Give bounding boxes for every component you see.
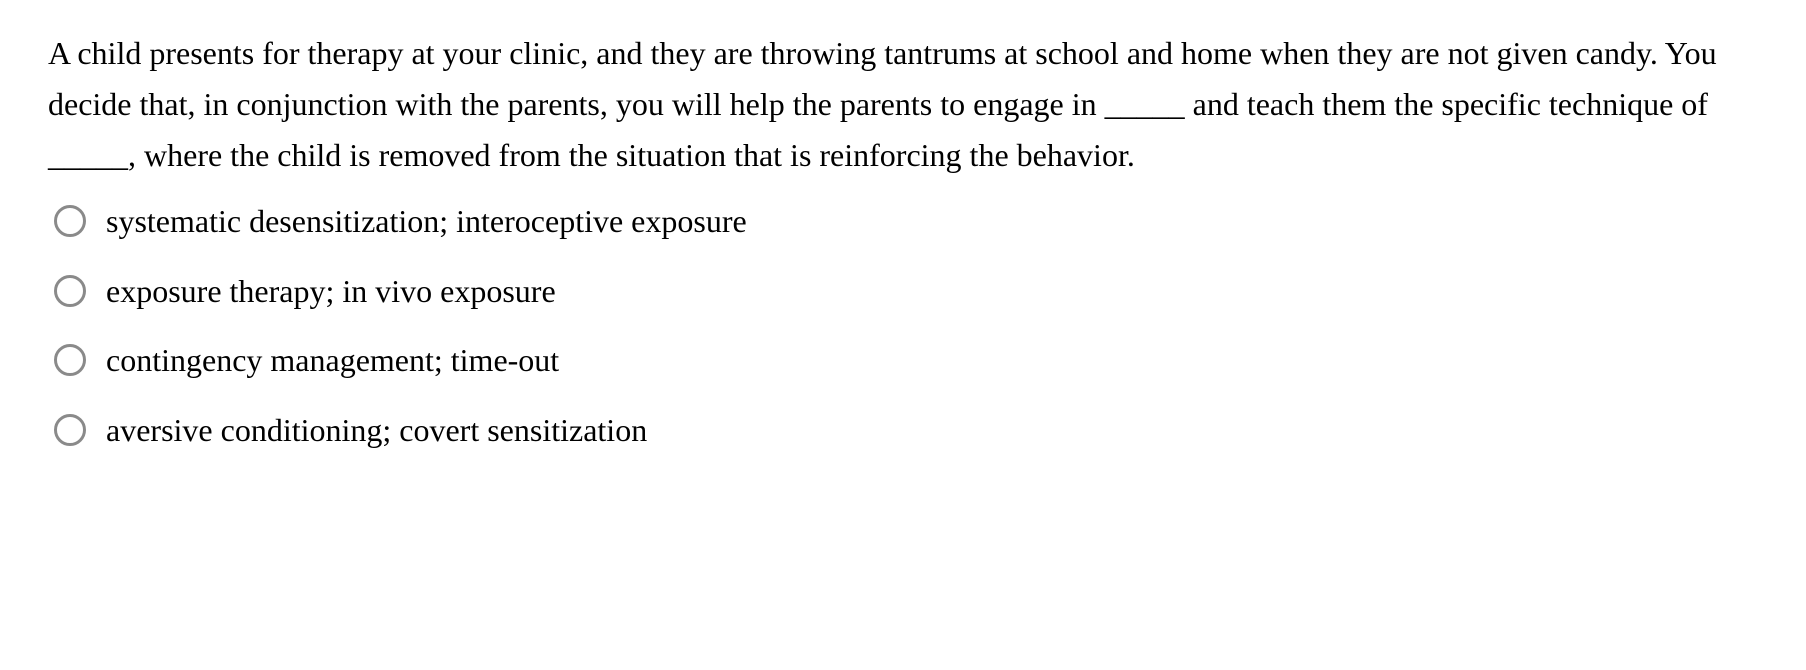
radio-button-unselected[interactable]	[54, 205, 86, 237]
answer-option-label[interactable]: systematic desensitization; interoceptive exposure	[106, 203, 747, 239]
answer-option-3[interactable]	[54, 340, 747, 380]
answer-option-1[interactable]	[54, 201, 747, 241]
radio-button-unselected[interactable]	[54, 414, 86, 446]
answer-option-label[interactable]: exposure therapy; in vivo exposure	[106, 272, 556, 309]
radio-button-unselected[interactable]	[54, 344, 86, 376]
answer-option-label[interactable]: contingency management; time-out	[106, 342, 560, 378]
answer-option-2[interactable]	[54, 271, 747, 311]
answer-options	[54, 201, 747, 479]
answer-option-4[interactable]	[54, 410, 747, 450]
answer-option-label[interactable]: aversive conditioning; covert sensitization	[106, 411, 648, 448]
question-text: A child presents for therapy at your clinic, and they are throwing tantrums at school and home when they are not given candy. You decide that, in conjunction with the parents, you will help the parents to engage in _____ and teach them the specific technique of _____, where the child is removed from the situation that is reinforcing the behavior.	[48, 35, 1717, 173]
radio-button-unselected[interactable]	[54, 275, 86, 307]
